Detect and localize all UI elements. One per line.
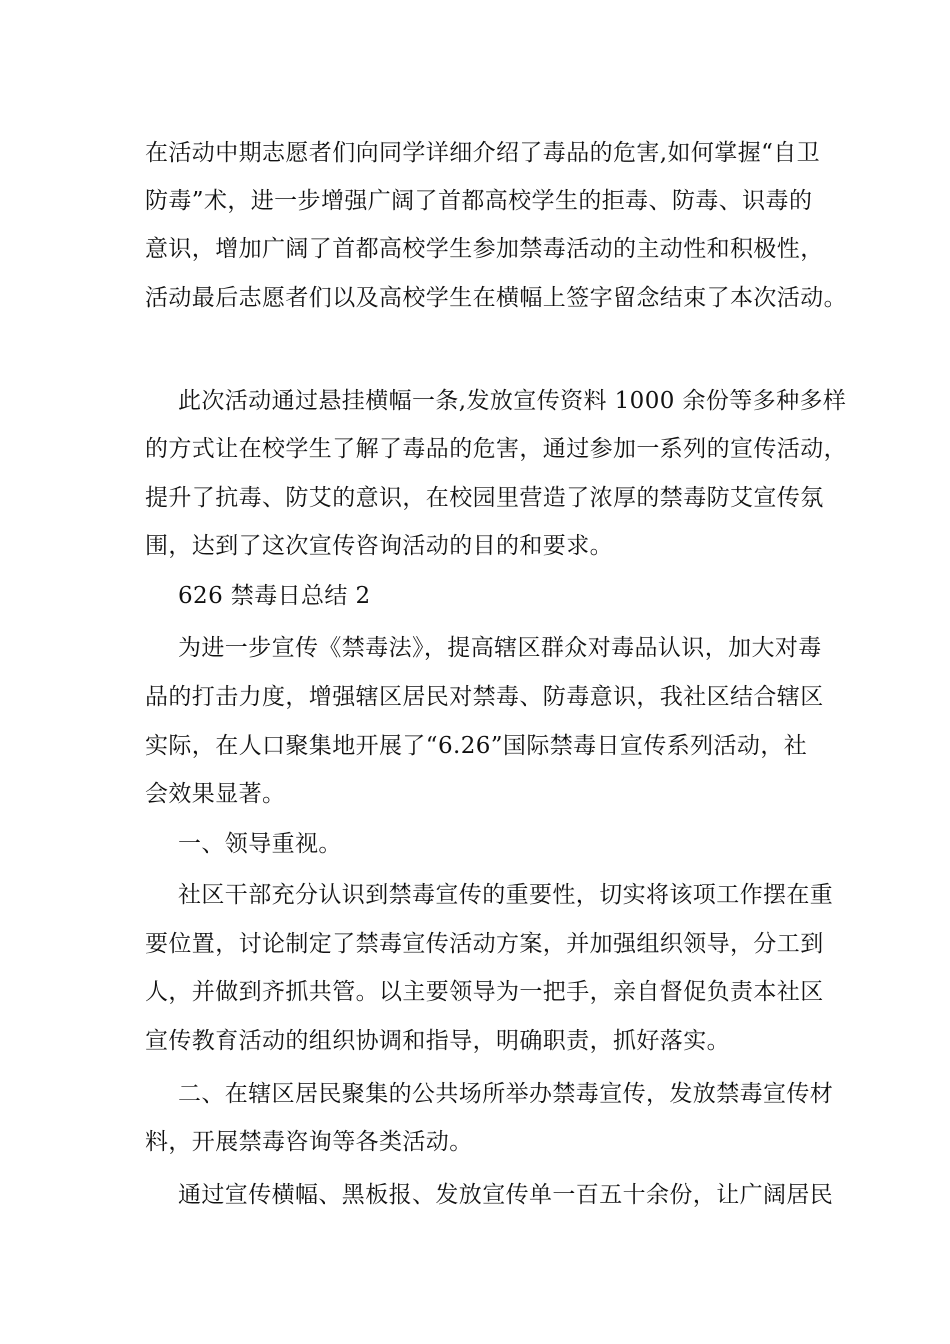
paragraph-line: 料，开展禁毒咨询等各类活动。 (145, 1129, 473, 1155)
paragraph-line: 二、在辖区居民聚集的公共场所举办禁毒宣传，发放禁毒宣传材 (178, 1081, 834, 1107)
paragraph-line: 为进一步宣传《禁毒法》，提高辖区群众对毒品认识，加大对毒 (178, 635, 822, 661)
paragraph-line: 活动最后志愿者们以及高校学生在横幅上签字留念结束了本次活动。 (145, 285, 847, 311)
paragraph-line: 防毒”术，进一步增强广阔了首都高校学生的拒毒、防毒、识毒的 (145, 188, 813, 214)
paragraph-line: 会效果显著。 (145, 781, 286, 807)
paragraph-line: 品的打击力度，增强辖区居民对禁毒、防毒意识，我社区结合辖区 (145, 684, 824, 710)
paragraph-line: 的方式让在校学生了解了毒品的危害，通过参加一系列的宣传活动， (145, 436, 847, 462)
paragraph-line: 意识，增加广阔了首都高校学生参加禁毒活动的主动性和积极性， (145, 236, 824, 262)
paragraph-line: 提升了抗毒、防艾的意识，在校园里营造了浓厚的禁毒防艾宣传氛 (145, 485, 824, 511)
paragraph-line: 社区干部充分认识到禁毒宣传的重要性，切实将该项工作摆在重 (178, 882, 834, 908)
paragraph-line: 实际，在人口聚集地开展了“6.26”国际禁毒日宣传系列活动，社 (145, 733, 808, 759)
paragraph-line: 通过宣传横幅、黑板报、发放宣传单一百五十余份，让广阔居民 (178, 1182, 834, 1208)
paragraph-line: 人，并做到齐抓共管。以主要领导为一把手，亲自督促负责本社区 (145, 979, 824, 1005)
section-heading: 一、领导重视。 (178, 831, 342, 857)
paragraph-line: 宣传教育活动的组织协调和指导，明确职责，抓好落实。 (145, 1028, 730, 1054)
paragraph-line: 围，达到了这次宣传咨询活动的目的和要求。 (145, 533, 613, 559)
section-heading: 626 禁毒日总结 2 (178, 583, 371, 609)
paragraph-line: 要位置，讨论制定了禁毒宣传活动方案，并加强组织领导，分工到 (145, 931, 824, 957)
paragraph-line: 此次活动通过悬挂横幅一条,发放宣传资料 1000 余份等多种多样 (178, 388, 847, 414)
paragraph-line: 在活动中期志愿者们向同学详细介绍了毒品的危害,如何掌握“自卫 (145, 140, 821, 166)
